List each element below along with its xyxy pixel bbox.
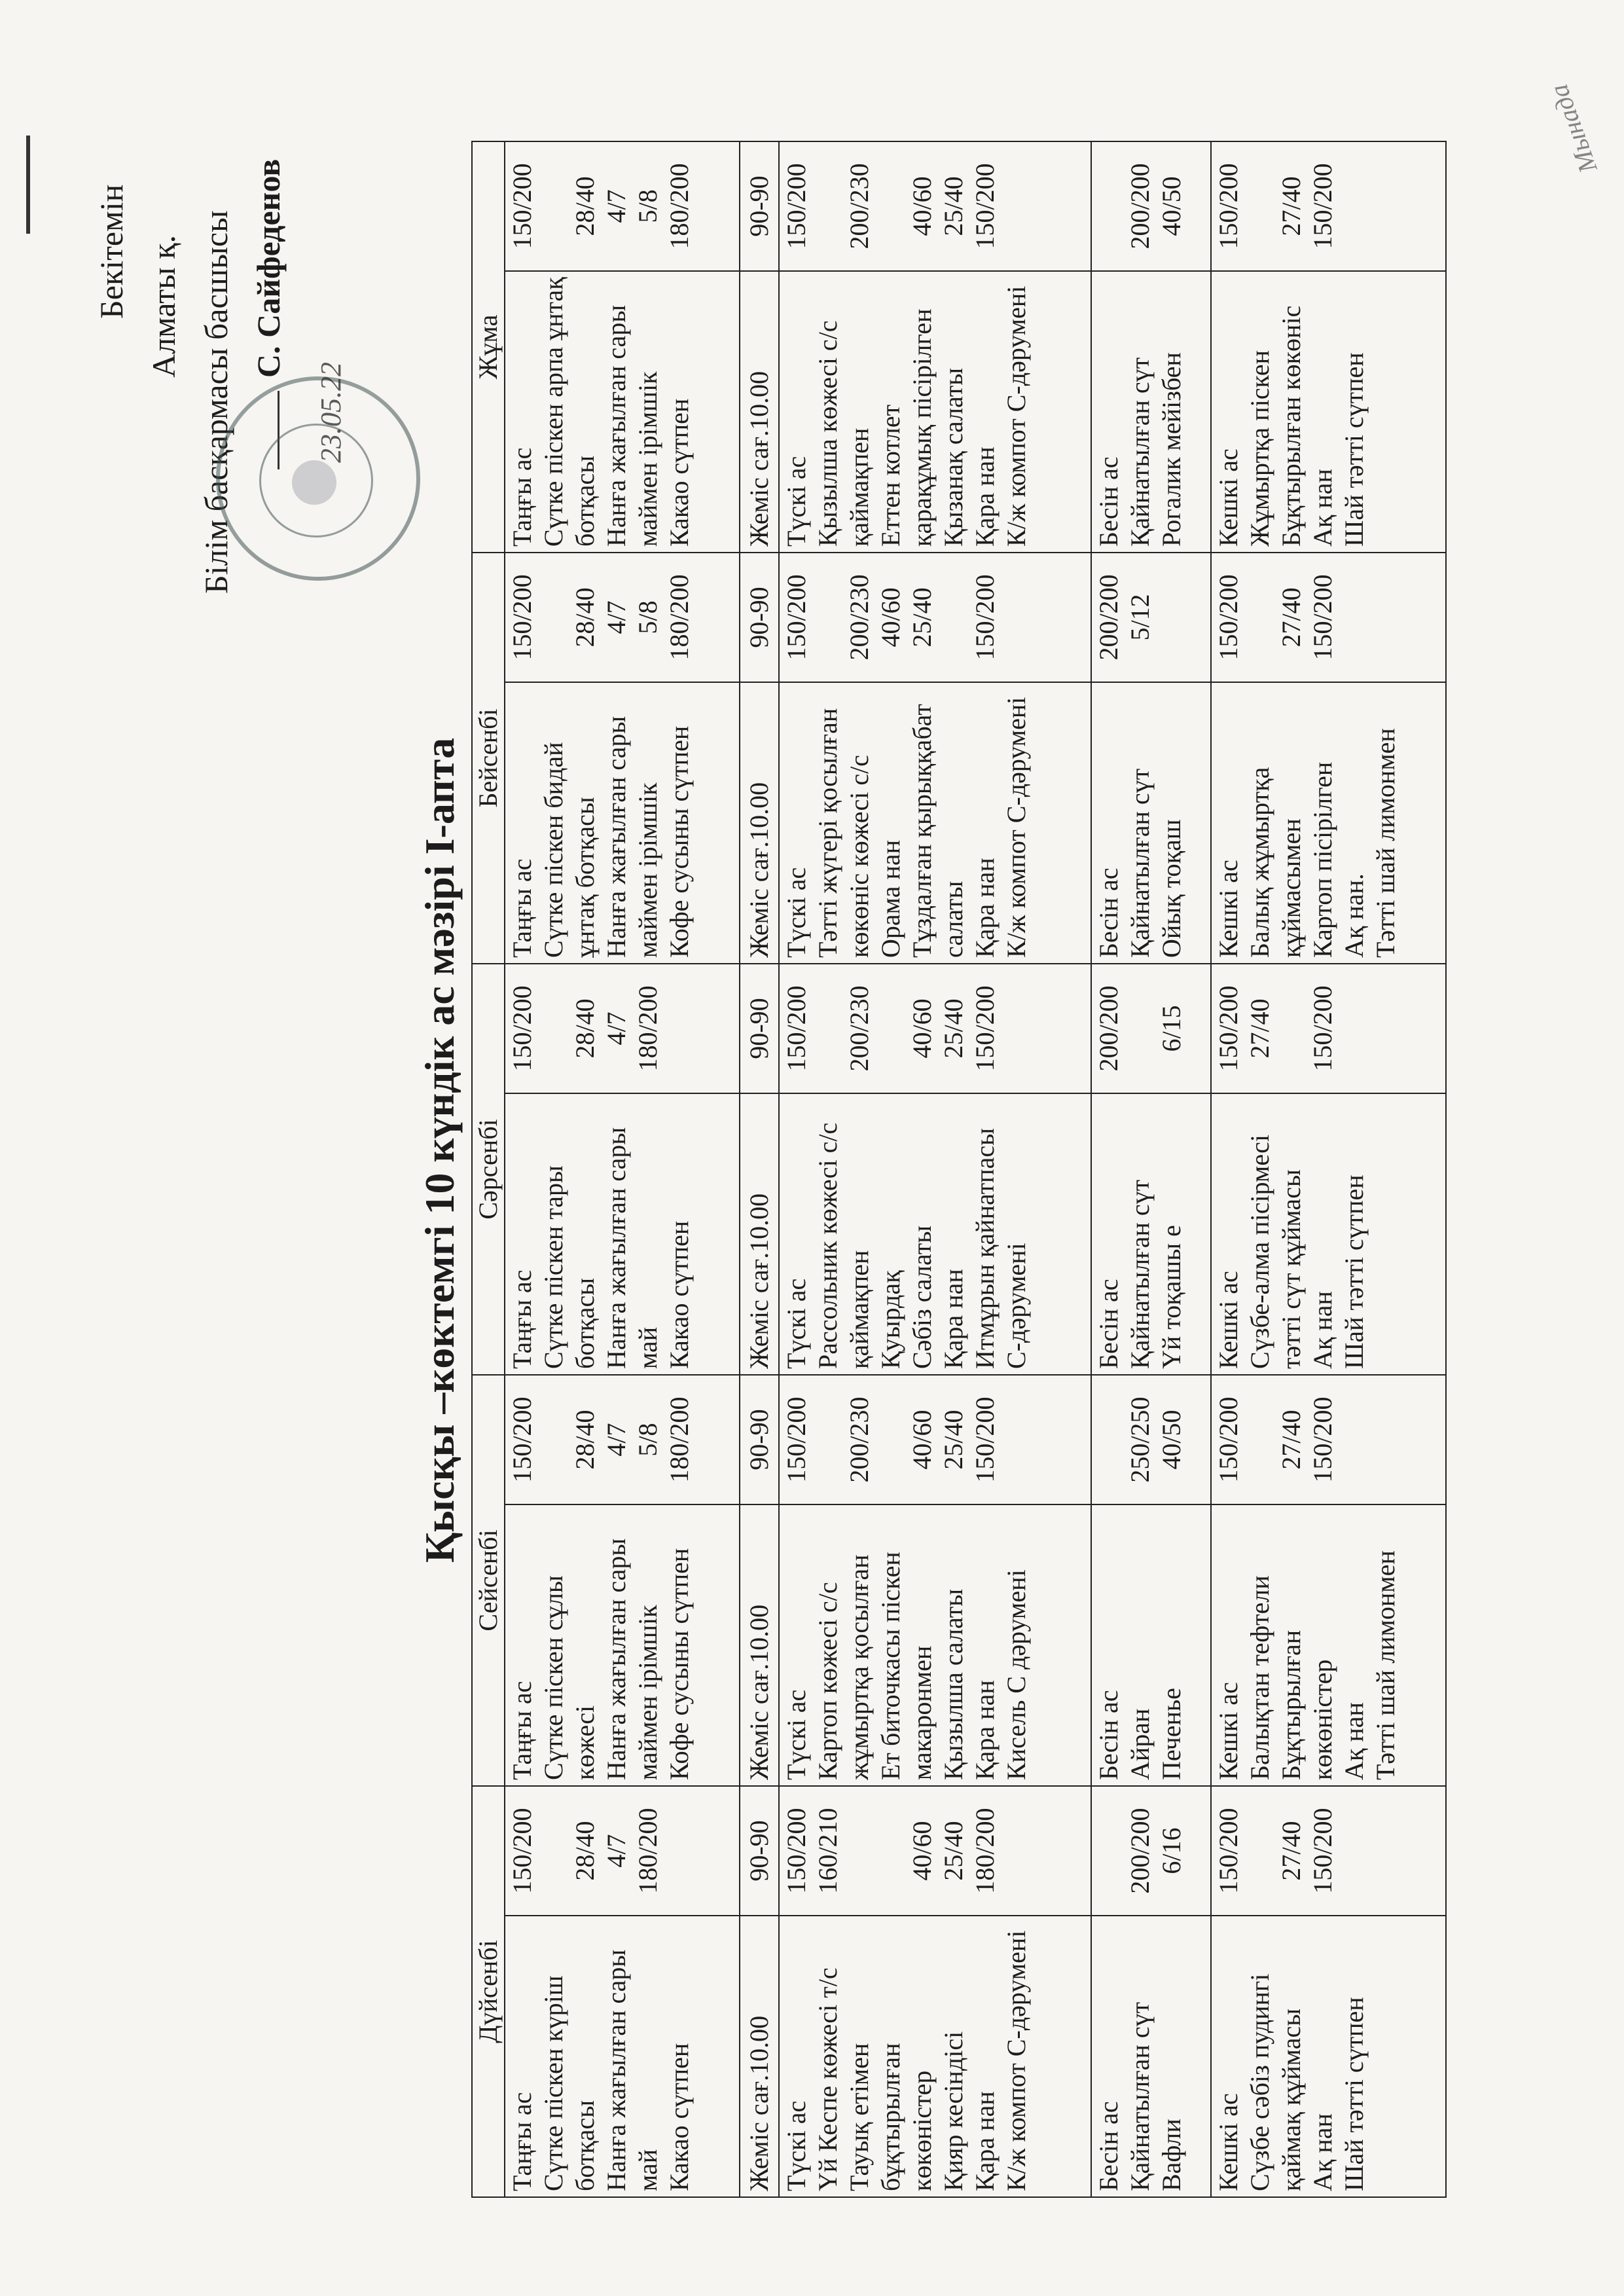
portion-cell: 90-90 (740, 1375, 779, 1504)
portion-cell: 200/200 40/50 (1091, 141, 1211, 271)
portion-cell: 200/200 6/16 (1091, 1786, 1211, 1916)
dish-cell: Бесін ас Қайнатылған сүт Ойық тоқаш (1091, 682, 1211, 964)
portion-cell: 150/200 27/40 150/200 (1211, 141, 1446, 271)
meal-row-breakfast (505, 141, 740, 2197)
meal-row-snack (1091, 141, 1211, 2197)
dish-cell: Бесін ас Қайнатылған сүт Рогалик мейізбен (1091, 271, 1211, 553)
seal-emblem (292, 460, 336, 505)
portion-cell: 150/200 160/210 40/60 25/40 180/200 (779, 1786, 1091, 1916)
signatory-name: С. Сайфеденов (250, 158, 287, 378)
dish-cell: Жеміс сағ.10.00 (740, 1916, 779, 2197)
portion-cell: 90-90 (740, 141, 779, 271)
dish-cell: Кешкі ас Сүзбе-алма пісірмесі тәтті сүт құймасы Ақ нан Шай тәтті сүтпен (1211, 1093, 1446, 1375)
dish-cell: Бесін ас Айран Печенье (1091, 1504, 1211, 1786)
dish-cell: Кешкі ас Балық жұмыртқа құймасымен Картоп пісірілген Ақ нан. Тәтті шай лимонмен (1211, 682, 1446, 964)
dish-cell: Түскі ас Рассольник көжесі с/с қаймақпен Қуырдақ Сәбіз салаты Қара нан Итмұрын қайнатпасы С-дәрумені (779, 1093, 1091, 1375)
dish-cell: Жеміс сағ.10.00 (740, 1093, 779, 1375)
approval-line-1: Бекітемін (93, 184, 130, 319)
dish-cell: Түскі ас Тәтті жүгері қосылған көкөніс көжесі с/с Орама нан Тұздалған қырыққабат салаты Қара нан К/ж компот С-дәрумені (779, 682, 1091, 964)
dish-cell: Жеміс сағ.10.00 (740, 1504, 779, 1786)
portion-cell: 150/200 27/40 150/200 (1211, 1375, 1446, 1504)
portion-cell: 150/200 200/230 40/60 25/40 150/200 (779, 964, 1091, 1093)
dish-cell: Таңғы ас Сүтке піскен тары ботқасы Нанға жағылған сары май Какао сүтпен (505, 1093, 740, 1375)
portion-cell: 150/200 200/230 40/60 25/40 150/200 (779, 1375, 1091, 1504)
dish-cell: Бесін ас Қайнатылған сүт Вафли (1091, 1916, 1211, 2197)
handwritten-signature: 23.05.22 (315, 362, 347, 463)
portion-cell: 150/200 27/40 150/200 (1211, 553, 1446, 682)
dish-cell: Таңғы ас Сүтке піскен күріш ботқасы Нанға жағылған сары май Какао сүтпен (505, 1916, 740, 2197)
dish-cell: Кешкі ас Сүзбе сәбіз пудингі қаймақ құймасы Ақ нан Шай тәтті сүтпен (1211, 1916, 1446, 2197)
portion-cell: 200/200 6/15 (1091, 964, 1211, 1093)
dish-cell: Кешкі ас Балықтан тефтели Бұқтырылған көкөністер Ақ нан Тәтті шай лимонмен (1211, 1504, 1446, 1786)
header-row (472, 141, 505, 2197)
approval-line-2: Алматы қ. (145, 235, 182, 378)
dish-cell: Кешкі ас Жұмыртқа піскен Бұқтырылған көкөніс Ақ нан Шай тәтті сүтпен (1211, 271, 1446, 553)
dish-cell: Таңғы ас Сүтке піскен сұлы көжесі Нанға жағылған сары маймен ірімшік Кофе сусыны сүтпен (505, 1504, 740, 1786)
corner-handwritten-note: Мынада (1543, 81, 1603, 177)
edge-mark (26, 136, 30, 234)
portion-cell: 150/200 28/40 4/7 180/200 (505, 1786, 740, 1916)
day-header: Жұма (472, 141, 505, 553)
meal-row-fruit (740, 141, 779, 2197)
portion-cell: 250/250 40/50 (1091, 1375, 1211, 1504)
portion-cell: 90-90 (740, 553, 779, 682)
menu-table (471, 141, 1447, 2198)
approval-line-3: Білім басқармасы басшысы (198, 210, 234, 594)
meal-row-dinner (1211, 141, 1446, 2197)
day-header: Сейсенбі (472, 1375, 505, 1786)
portion-cell: 90-90 (740, 1786, 779, 1916)
portion-cell: 150/200 200/230 40/60 25/40 150/200 (779, 553, 1091, 682)
dish-cell: Бесін ас Қайнатылған сүт Үй тоқашы е (1091, 1093, 1211, 1375)
portion-cell: 200/200 5/12 (1091, 553, 1211, 682)
dish-cell: Түскі ас Қызылша көжесі с/с қаймақпен Еттен котлет қарақұмық пісірілген Қызанақ салаты Қара нан К/ж компот С-дәрумені (779, 271, 1091, 553)
portion-cell: 150/200 200/230 40/60 25/40 150/200 (779, 141, 1091, 271)
portion-cell: 150/200 27/40 150/200 (1211, 1786, 1446, 1916)
page-title: Қысқы –көктемгі 10 күндік ас мәзірі I-апта (416, 737, 463, 1563)
portion-cell: 150/200 27/40 150/200 (1211, 964, 1446, 1093)
day-header: Сәрсенбі (472, 964, 505, 1375)
dish-cell: Жеміс сағ.10.00 (740, 682, 779, 964)
portion-cell: 150/200 28/40 4/7 180/200 (505, 964, 740, 1093)
portion-cell: 150/200 28/40 4/7 5/8 180/200 (505, 141, 740, 271)
dish-cell: Түскі ас Үй Кеспе көжесі т/с Тауық етімен бұқтырылған көкөністер Қияр кесіндісі Қара нан К/ж компот С-дәрумені (779, 1916, 1091, 2197)
portion-cell: 90-90 (740, 964, 779, 1093)
dish-cell: Таңғы ас Сүтке піскен арпа ұнтақ ботқасы Нанға жағылған сары маймен ірімшік Какао сүтпен (505, 271, 740, 553)
dish-cell: Жеміс сағ.10.00 (740, 271, 779, 553)
dish-cell: Түскі ас Картоп көжесі с/с жұмыртқа қосылған Ет биточкасы піскен макаронмен Қызылша салаты Қара нан Кисель С дәрумені (779, 1504, 1091, 1786)
portion-cell: 150/200 28/40 4/7 5/8 180/200 (505, 1375, 740, 1504)
portion-cell: 150/200 28/40 4/7 5/8 180/200 (505, 553, 740, 682)
dish-cell: Таңғы ас Сүтке піскен бидай ұнтақ ботқасы Нанға жағылған сары маймен ірімшік Кофе сусыны сүтпен (505, 682, 740, 964)
day-header: Дүйсенбі (472, 1786, 505, 2197)
meal-row-lunch (779, 141, 1091, 2197)
day-header: Бейсенбі (472, 553, 505, 964)
